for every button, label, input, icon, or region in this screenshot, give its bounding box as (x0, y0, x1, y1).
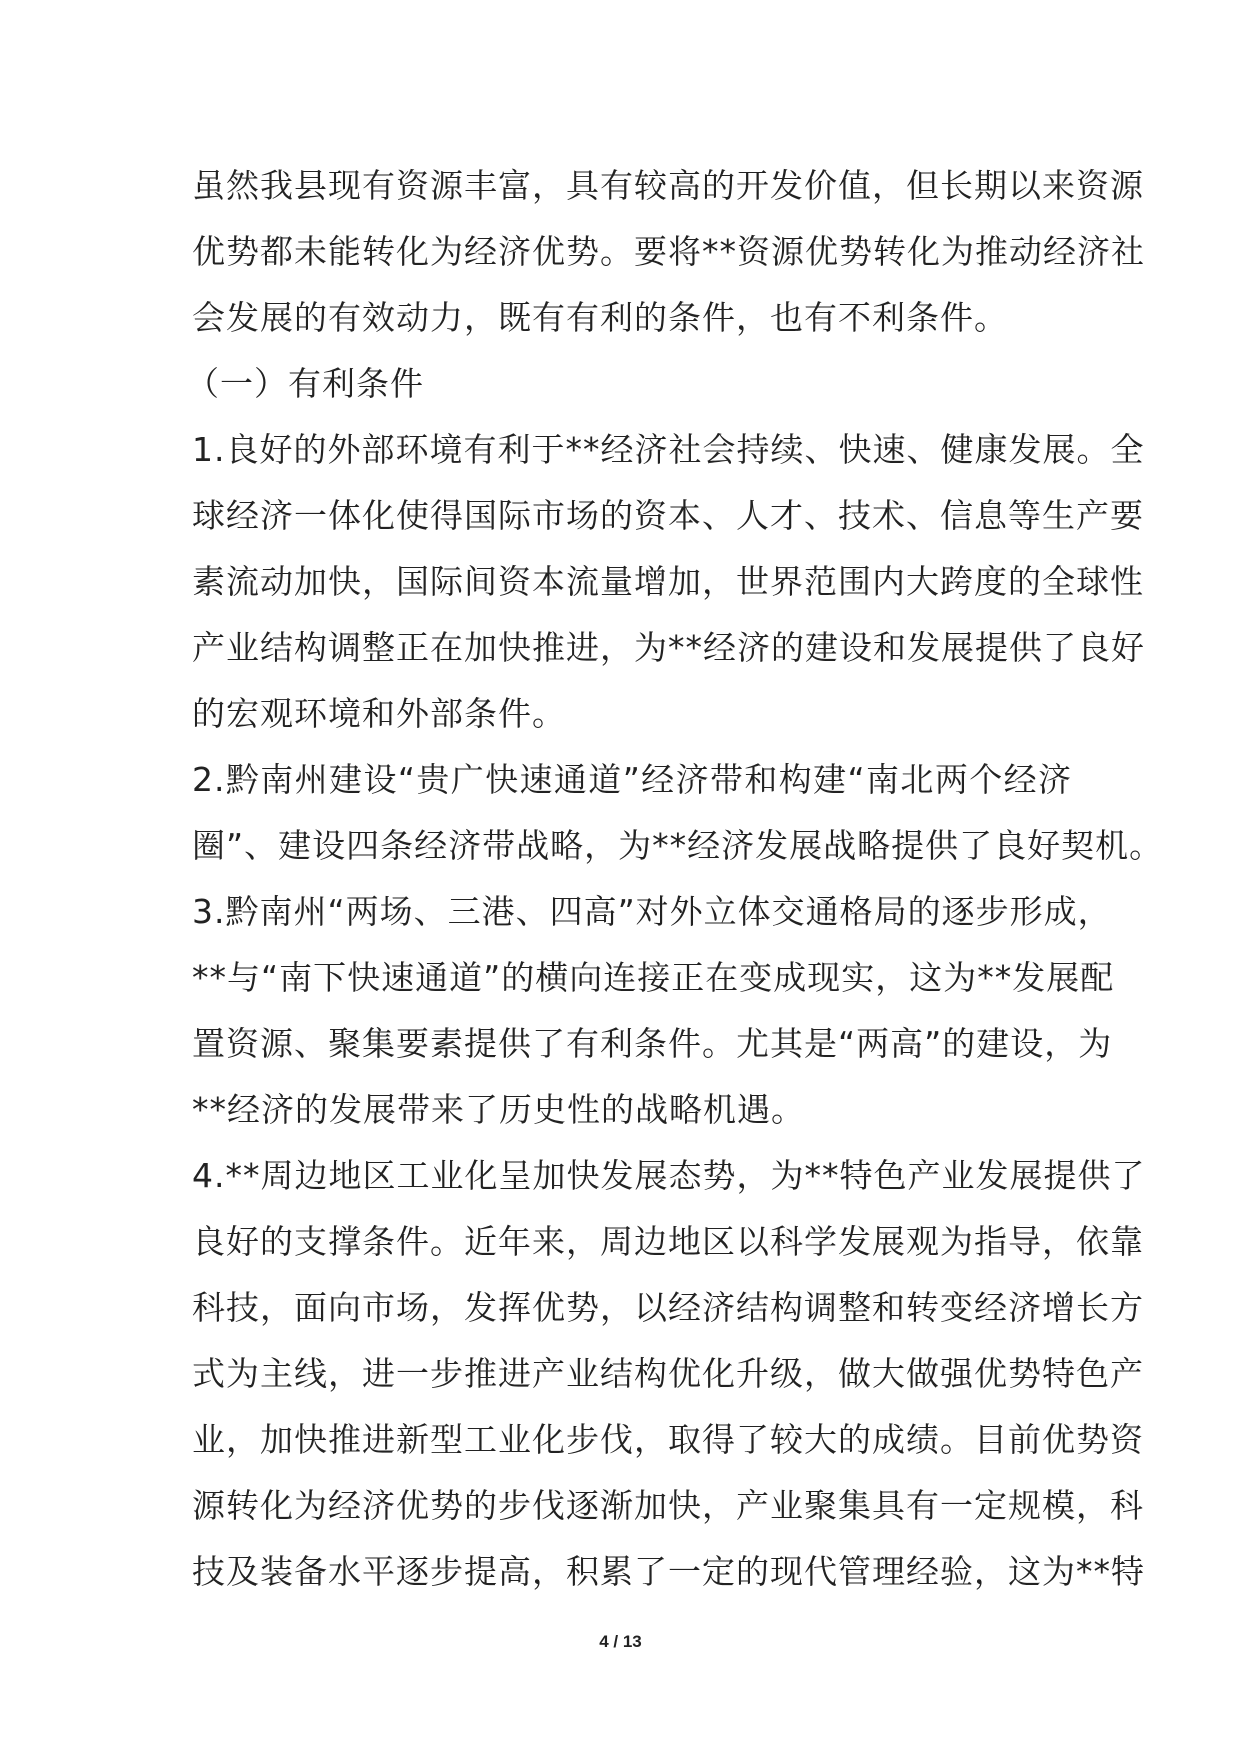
paragraph-line: 业，加快推进新型工业化步伐，取得了较大的成绩。目前优势资 (192, 1420, 1144, 1459)
section-heading: （一）有利条件 (186, 364, 424, 403)
page-number: 4 / 13 (599, 1632, 642, 1651)
paragraph-line: 的宏观环境和外部条件。 (192, 694, 566, 733)
paragraph-line: 良好的支撑条件。近年来，周边地区以科学发展观为指导，依靠 (192, 1222, 1144, 1261)
paragraph-line: 4.**周边地区工业化呈加快发展态势，为**特色产业发展提供了 (192, 1156, 1146, 1195)
paragraph-line: 源转化为经济优势的步伐逐渐加快，产业聚集具有一定规模，科 (192, 1486, 1144, 1525)
paragraph-line: 3.黔南州“两场、三港、四高”对外立体交通格局的逐步形成， (192, 892, 1112, 931)
paragraph-line: **与“南下快速通道”的横向连接正在变成现实，这为**发展配 (192, 958, 1115, 997)
paragraph-line: 1.良好的外部环境有利于**经济社会持续、快速、健康发展。全 (192, 430, 1145, 469)
document-body (186, 153, 1164, 1605)
paragraph-line: 虽然我县现有资源丰富，具有较高的开发价值，但长期以来资源 (192, 166, 1144, 205)
paragraph-line: 置资源、聚集要素提供了有利条件。尤其是“两高”的建设，为 (192, 1024, 1113, 1063)
paragraph-line: 圈”、建设四条经济带战略，为**经济发展战略提供了良好契机。 (192, 826, 1164, 865)
paragraph-line: 产业结构调整正在加快推进，为**经济的建设和发展提供了良好 (192, 628, 1145, 667)
paragraph-line: **经济的发展带来了历史性的战略机遇。 (192, 1090, 805, 1129)
paragraph-line: 素流动加快，国际间资本流量增加，世界范围内大跨度的全球性 (192, 562, 1144, 601)
paragraph-line: 优势都未能转化为经济优势。要将**资源优势转化为推动经济社 (192, 232, 1145, 271)
paragraph-line: 科技，面向市场，发挥优势，以经济结构调整和转变经济增长方 (192, 1288, 1144, 1327)
paragraph-line: 球经济一体化使得国际市场的资本、人才、技术、信息等生产要 (192, 496, 1144, 535)
paragraph-line: 技及装备水平逐步提高，积累了一定的现代管理经验，这为**特 (192, 1552, 1145, 1591)
paragraph-line: 会发展的有效动力，既有有利的条件，也有不利条件。 (192, 298, 1008, 337)
paragraph-line: 2.黔南州建设“贵广快速通道”经济带和构建“南北两个经济 (192, 760, 1072, 799)
paragraph-line: 式为主线，进一步推进产业结构优化升级，做大做强优势特色产 (192, 1354, 1144, 1393)
